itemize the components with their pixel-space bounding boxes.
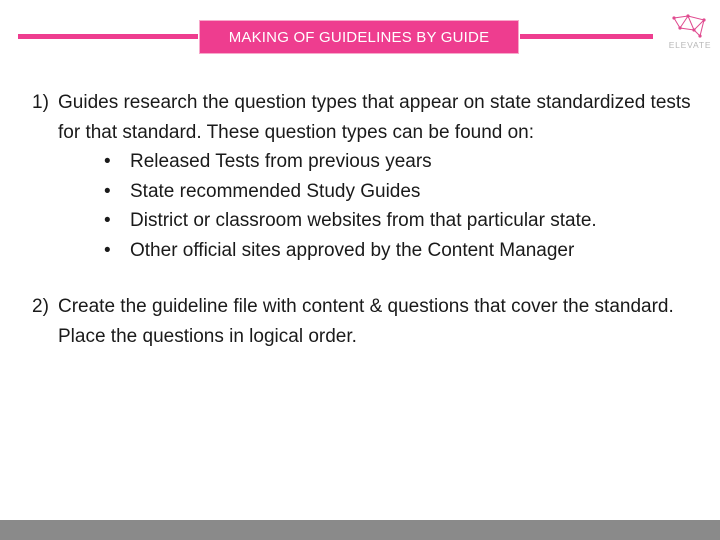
bullet-icon: • [104, 151, 111, 172]
bullet-text: Released Tests from previous years [130, 151, 432, 172]
bullet-list [58, 147, 692, 265]
item-number: 1) [32, 92, 49, 113]
bullet-icon: • [104, 239, 111, 261]
bullet-icon: • [104, 210, 111, 231]
bullet-text: District or classroom websites from that particular state. [130, 210, 597, 231]
item-number: 2) [32, 296, 49, 317]
bullet-item [58, 177, 692, 207]
bullet-item [58, 236, 692, 266]
slide-title: MAKING OF GUIDELINES BY GUIDE [199, 20, 519, 54]
list-item-1 [32, 88, 692, 265]
item-body [58, 88, 692, 265]
item-body [58, 292, 692, 351]
bullet-text: Other official sites approved by the Content Manager [130, 239, 575, 261]
elevate-logo-icon [664, 12, 716, 60]
header-rule-right [520, 34, 653, 39]
bullet-icon: • [104, 180, 111, 202]
header-rule-left [18, 34, 198, 39]
list-item-2 [32, 292, 692, 351]
item-text: Create the guideline file with content & questions that cover the standard. Place the questions in logical order. [58, 296, 674, 347]
logo-text: ELEVATE [668, 40, 712, 50]
item-text: Guides research the question types that appear on state standardized tests for that standard. These question types can be found on: [58, 92, 691, 143]
slide-content [32, 88, 692, 378]
bullet-item [58, 206, 692, 236]
bullet-item [58, 147, 692, 177]
footer-bar [0, 520, 720, 540]
bullet-text: State recommended Study Guides [130, 180, 421, 202]
